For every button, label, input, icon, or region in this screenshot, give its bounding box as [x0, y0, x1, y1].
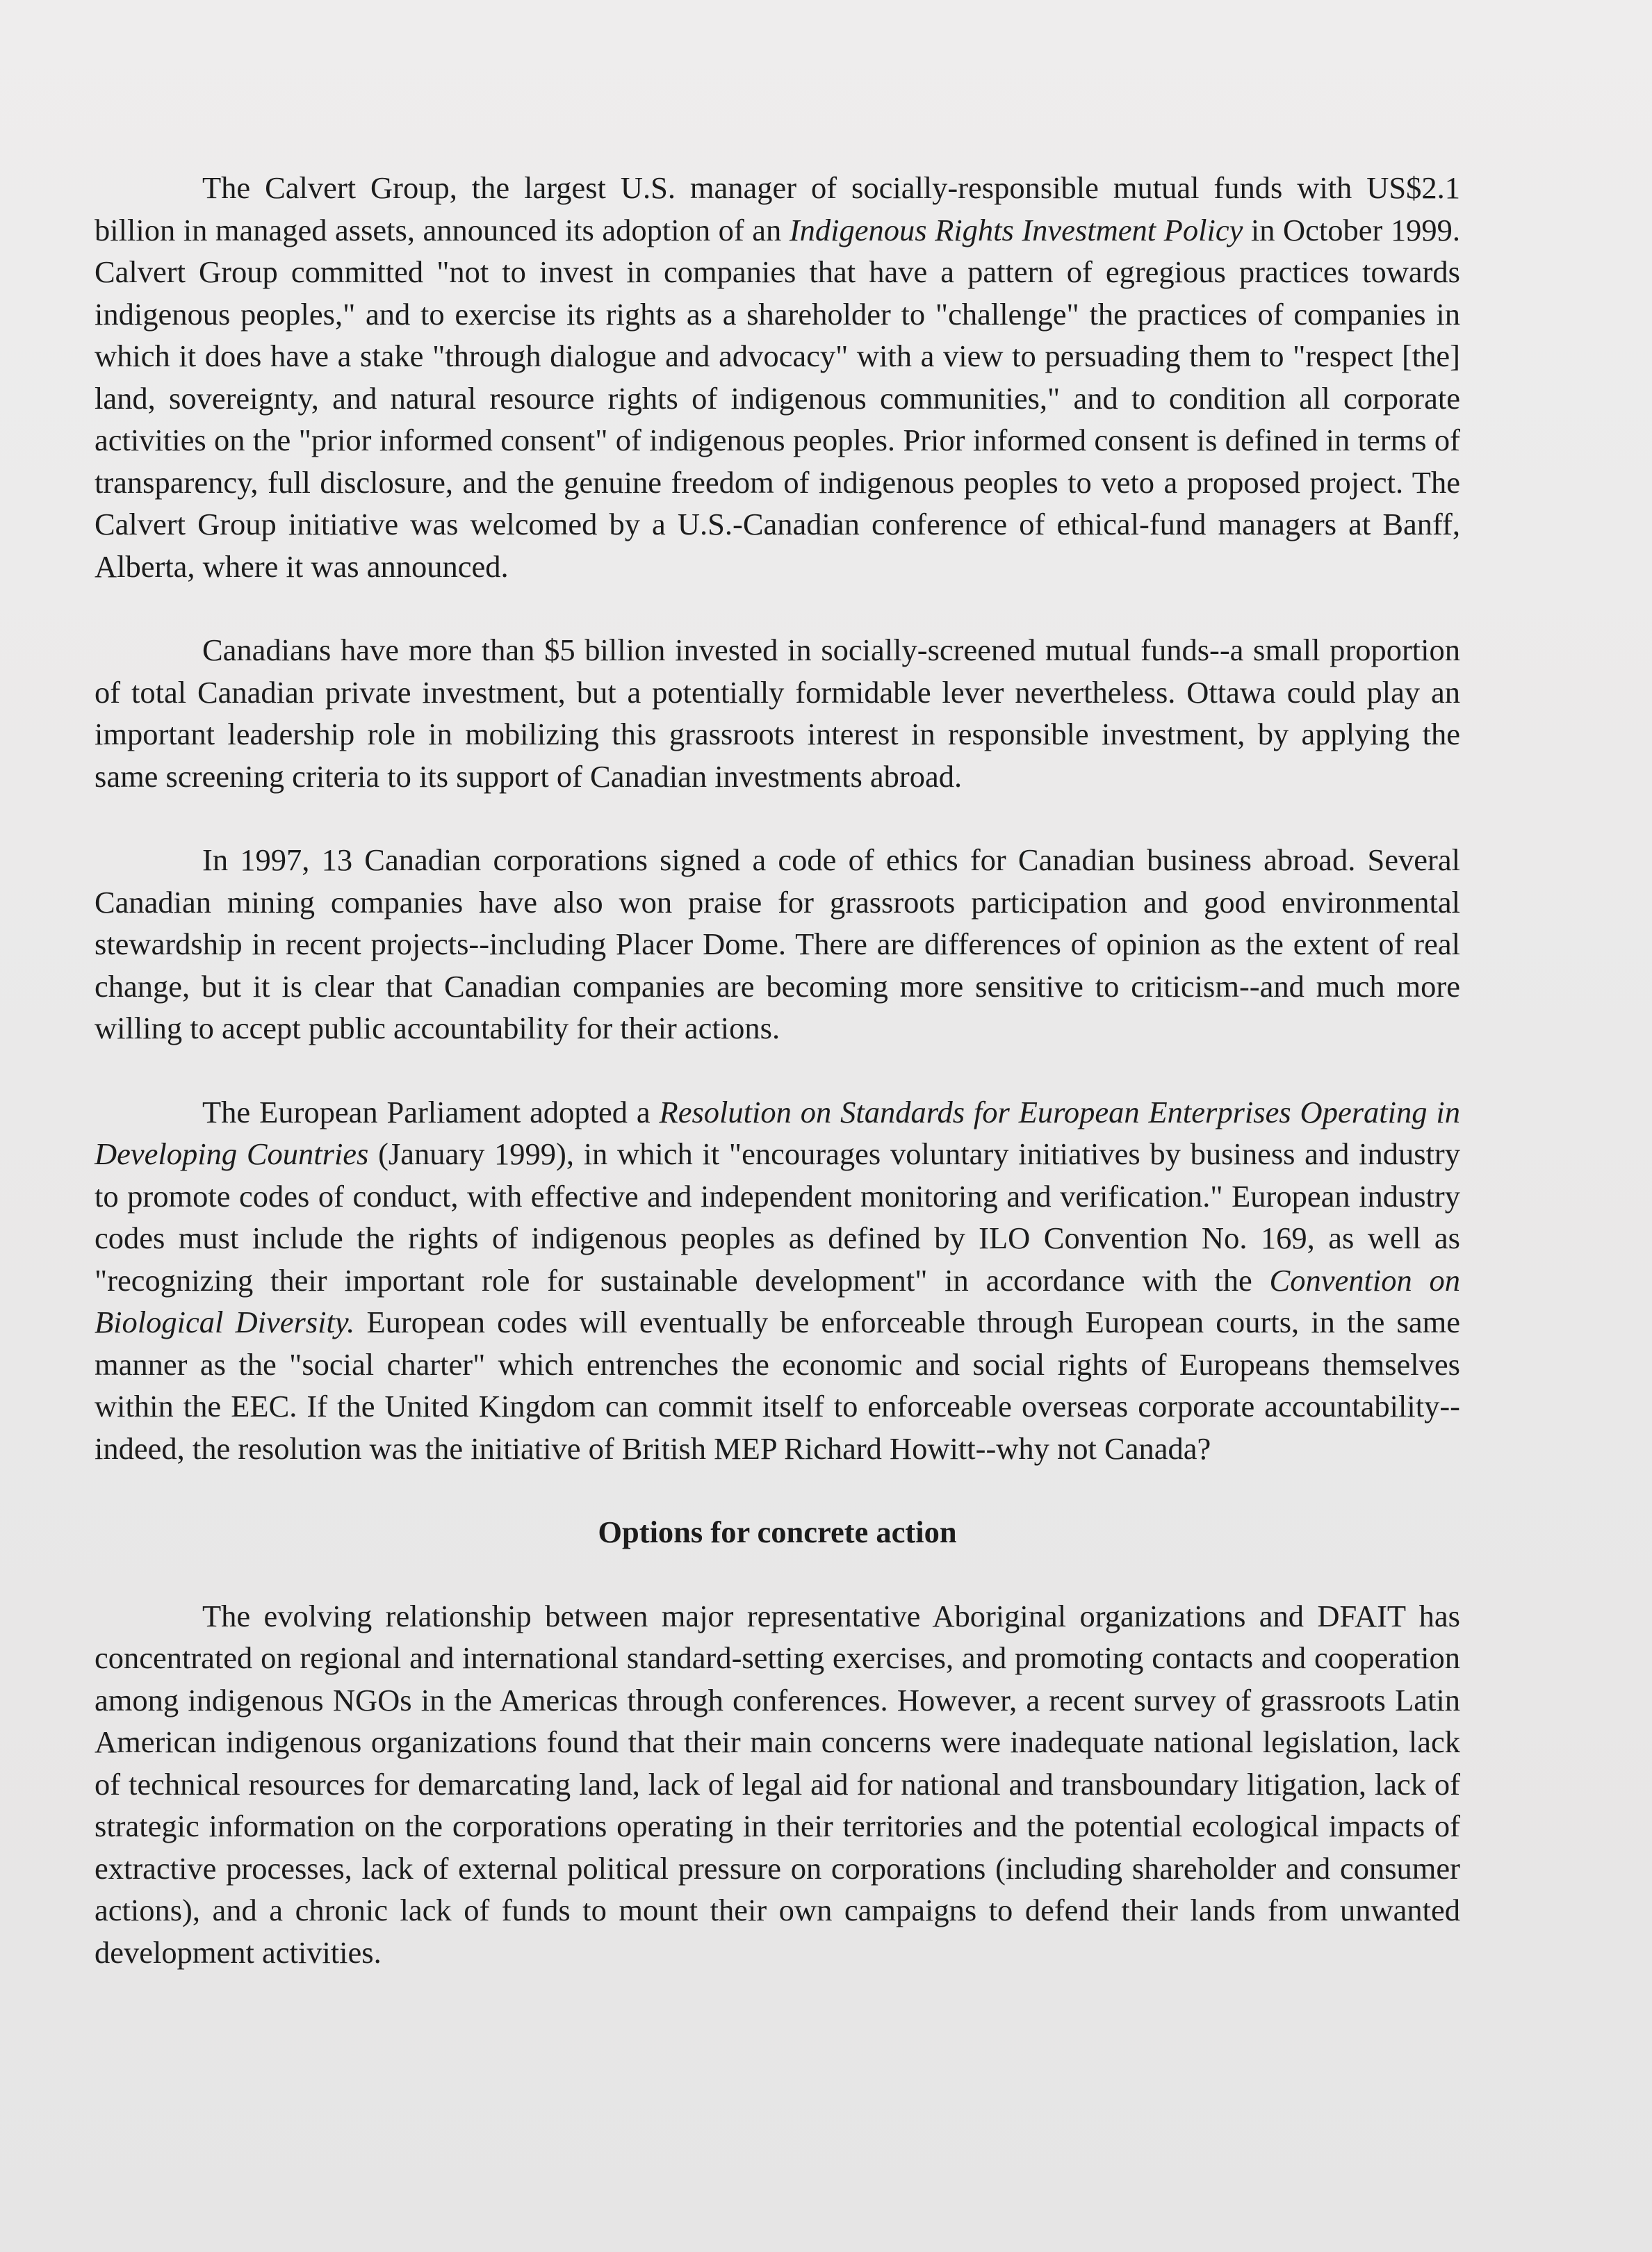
- paragraph-text: European codes will eventually be enforceable through European courts, in the same manner as the "social charter" which entrenches the economic and social rights of Europeans themselves within the EEC. If the United Kingdom can commit itself to enforceable overseas corporate accountability--indeed, the resolution was the initiative of British MEP Richard Howitt--why not Canada?: [95, 1305, 1460, 1466]
- paragraph-calvert-group: [95, 167, 1460, 587]
- paragraph-text: The European Parliament adopted a: [202, 1094, 660, 1129]
- paragraph-text: The Calvert Group, the largest U.S. manager of socially-responsible mutual funds with US$2.1 billion in managed assets, announced its adoption of an: [95, 170, 1460, 247]
- paragraph-code-of-ethics: [95, 839, 1460, 1050]
- document-body: [95, 167, 1460, 1973]
- paragraph-text: In 1997, 13 Canadian corporations signed a code of ethics for Canadian business abroad. Several Canadian mining companies have also won praise for grassroots participation and good environmental stewardship in recent projects--including Placer Dome. There are differences of opinion as the extent of real change, but it is clear that Canadian companies are becoming more sensitive to criticism--and much more willing to accept public accountability for their actions.: [95, 842, 1460, 1045]
- paragraph-canadian-funds: [95, 629, 1460, 797]
- convention-title-italic: Convention on Biological Diversity.: [95, 1262, 1460, 1339]
- paragraph-text: Canadians have more than $5 billion invested in socially-screened mutual funds--a small proportion of total Canadian private investment, but a potentially formidable lever nevertheless. Ottawa could play an important leadership role in mobilizing this grassroots interest in responsible investment, by applying the same screening criteria to its support of Canadian investments abroad.: [95, 633, 1460, 794]
- paragraph-european-parliament: [95, 1091, 1460, 1470]
- paragraph-text: The evolving relationship between major representative Aboriginal organizations and DFAIT has concentrated on regional and international standard-setting exercises, and promoting contacts and cooperation among indigenous NGOs in the Americas through conferences. However, a recent survey of grassroots Latin American indigenous organizations found that their main concerns were inadequate national legislation, lack of technical resources for demarcating land, lack of legal aid for national and transboundary litigation, lack of strategic information on the corporations operating in their territories and the potential ecological impacts of extractive processes, lack of external political pressure on corporations (including shareholder and consumer actions), and a chronic lack of funds to mount their own campaigns to defend their lands from unwanted development activities.: [95, 1598, 1460, 1970]
- resolution-title-italic: Resolution on Standards for European Enterprises Operating in Developing Countries: [95, 1094, 1460, 1171]
- section-heading: Options for concrete action: [598, 1515, 957, 1549]
- paragraph-text: (January 1999), in which it "encourages voluntary initiatives by business and industry to promote codes of conduct, with effective and independent monitoring and verification." European industry codes must include the rights of indigenous peoples as defined by ILO Convention No. 169, as well as "recognizing their important role for sustainable development" in accordance with the: [95, 1136, 1461, 1298]
- paragraph-text: in October 1999. Calvert Group committed "not to invest in companies that have a pattern of egregious practices towards indigenous peoples," and to exercise its rights as a shareholder to "challenge" the practices of companies in which it does have a stake "through dialogue and advocacy" with a view to persuading them to "respect [the] land, sovereignty, and natural resource rights of indigenous communities," and to condition all corporate activities on the "prior informed consent" of indigenous peoples. Prior informed consent is defined in terms of transparency, full disclosure, and the genuine freedom of indigenous peoples to veto a proposed project. The Calvert Group initiative was welcomed by a U.S.-Canadian conference of ethical-fund managers at Banff, Alberta, where it was announced.: [95, 212, 1460, 584]
- policy-title-italic: Indigenous Rights Investment Policy: [789, 212, 1243, 247]
- paragraph-dfait-relationship: [95, 1595, 1460, 1974]
